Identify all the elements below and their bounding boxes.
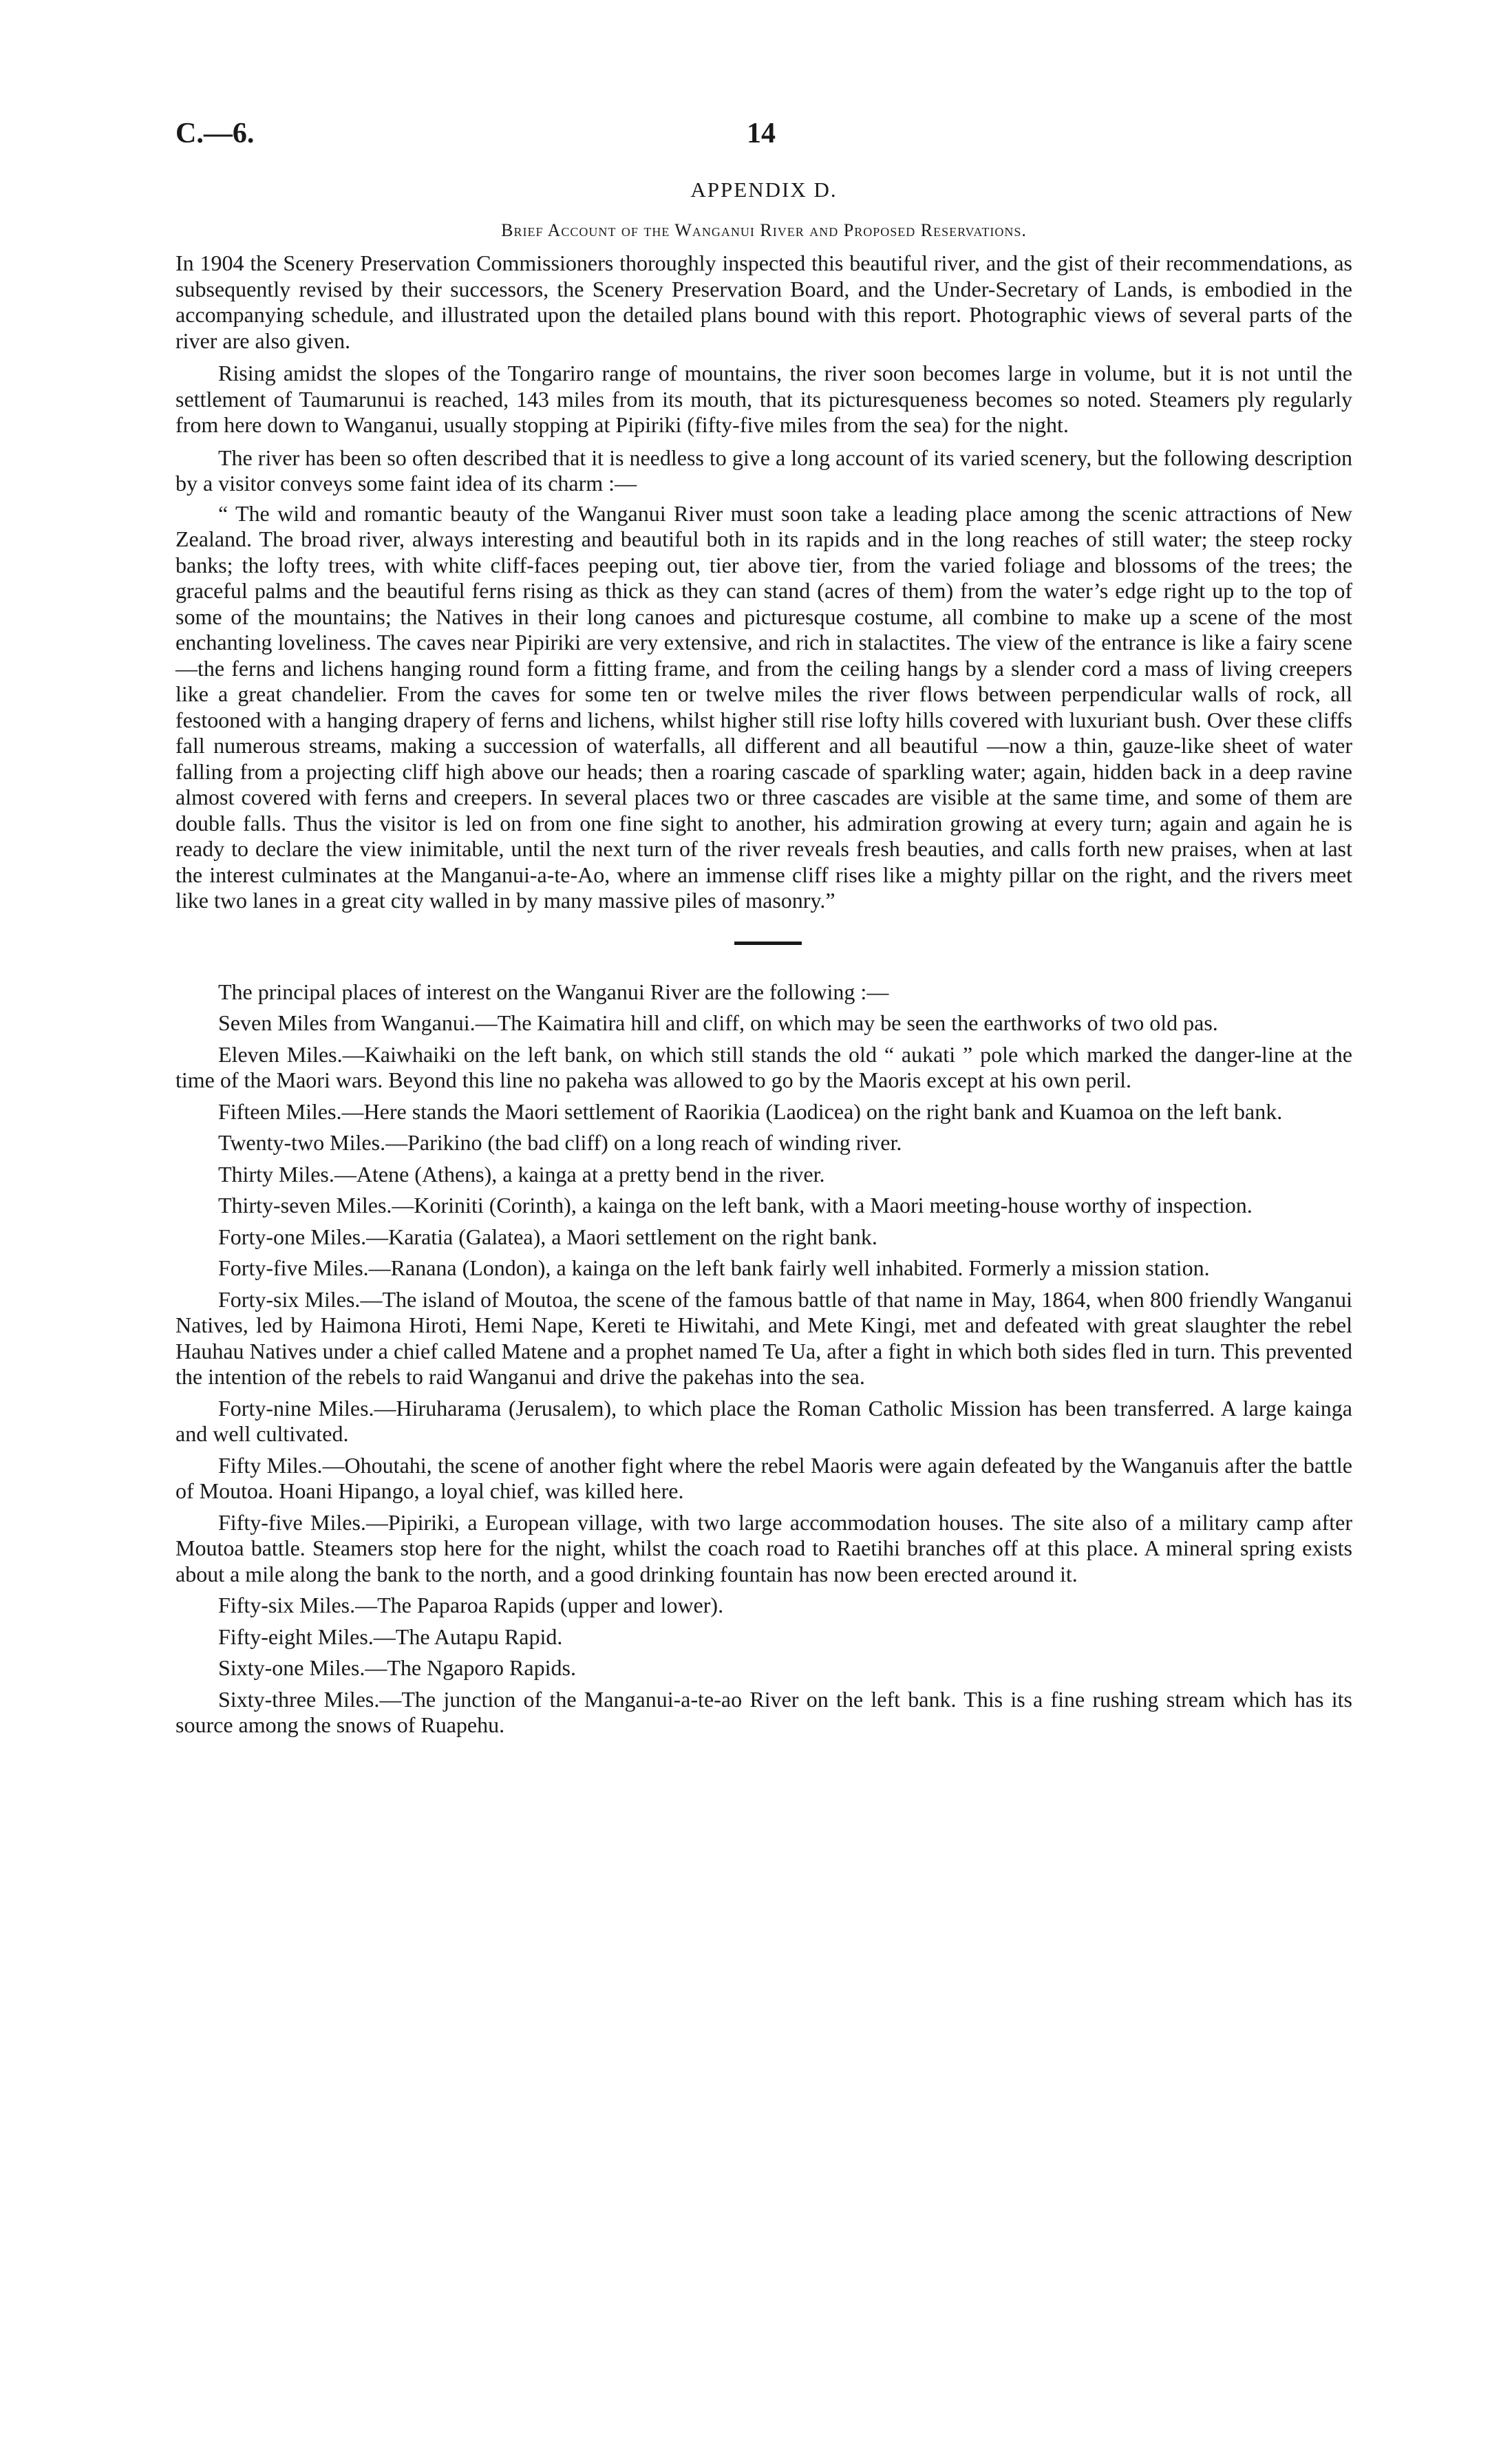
paragraph-intro: In 1904 the Scenery Preservation Commissioners thoroughly inspected this beautiful river, and the gist of their recommendations, as subsequently revised by their successors, the Scenery Preservation Board, and the Under-Secretary of Lands, is embodied in the accompanying schedule, and illustrated upon the detailed plans bound with this report. Photographic views of several parts of the river are also given. [175, 251, 1352, 353]
appendix-title: APPENDIX D. [690, 178, 838, 202]
place-description: —The Autapu Rapid. [373, 1624, 563, 1649]
place-entry [175, 1453, 1352, 1505]
page-header [175, 117, 1352, 158]
place-distance: Fifteen Miles. [218, 1098, 342, 1124]
document-code: C.—6. [175, 118, 255, 149]
page-number: 14 [747, 118, 776, 149]
place-entry [175, 1224, 1352, 1251]
place-description: —Koriniti (Corinth), a kainga on the left bank, with a Maori meeting-house worthy of inspection. [392, 1193, 1253, 1218]
paragraph-described: The river has been so often described that it is needless to give a long account of its varied scenery, but the following description by a visitor conveys some faint idea of its charm :— [175, 445, 1352, 496]
place-description: —Kaiwhaiki on the left bank, on which still stands the old “ aukati ” pole which marked the danger-line at the time of the Maori wars. Beyond this line no pakeha was allowed to go by the Maoris except at his own peril. [175, 1041, 1353, 1092]
place-entry [175, 1162, 1352, 1188]
place-entry [175, 1010, 1352, 1037]
place-entry [175, 1099, 1352, 1125]
place-distance: Twenty-two Miles. [218, 1130, 386, 1155]
place-distance: Fifty Miles. [218, 1452, 323, 1478]
paragraph-rising: Rising amidst the slopes of the Tongariro range of mountains, the river soon becomes large in volume, but it is not until the settlement of Taumarunui is reached, 143 miles from its mouth, that its picturesqueness becomes so noted. Steamers ply regularly from here down to Wanganui, usually stopping at Pipiriki (fifty-five miles from the sea) for the night. [175, 361, 1352, 437]
place-entry [175, 1593, 1352, 1619]
place-distance: Thirty Miles. [218, 1161, 334, 1187]
place-entry [175, 1130, 1352, 1156]
place-distance: Sixty-three Miles. [218, 1686, 380, 1712]
place-entry [175, 1510, 1352, 1588]
place-entry [175, 1624, 1352, 1650]
place-description: —The Ngaporo Rapids. [365, 1655, 576, 1680]
place-distance: Thirty-seven Miles. [218, 1193, 392, 1218]
place-description: —Pipiriki, a European village, with two large accommodation houses. The site also of a military camp after Moutoa battle. Steamers stop here for the night, whilst the coach road to Raetihi branches off at this place. A mineral spring exists about a mile along the bank to the north, and a good drinking fountain has now been erected around it. [175, 1509, 1353, 1586]
place-entry [175, 1396, 1352, 1447]
place-distance: Forty-one Miles. [218, 1224, 367, 1249]
places-list [175, 1010, 1352, 1739]
place-description: —Parikino (the bad cliff) on a long reach of winding river. [385, 1130, 902, 1155]
document-page [175, 117, 1352, 1739]
place-entry [175, 1687, 1352, 1739]
place-description: —Atene (Athens), a kainga at a pretty bend in the river. [334, 1161, 825, 1187]
places-intro: The principal places of interest on the Wanganui River are the following :— [218, 979, 889, 1004]
place-distance: Seven Miles from Wanganui. [218, 1010, 476, 1035]
place-distance: Fifty-six Miles. [218, 1593, 356, 1617]
place-distance: Fifty-five Miles. [218, 1509, 366, 1535]
place-description: —Here stands the Maori settlement of Raorikia (Laodicea) on the right bank and Kuamoa on the left bank. [341, 1098, 1283, 1124]
place-entry [175, 1287, 1352, 1390]
place-entry [175, 1255, 1352, 1282]
place-description: —The Kaimatira hill and cliff, on which may be seen the earthworks of two old pas. [475, 1010, 1218, 1035]
section-subtitle: Brief Account of the Wanganui River and Proposed Reservations. [501, 220, 1027, 240]
place-description: —The Paparoa Rapids (upper and lower). [355, 1593, 724, 1617]
place-distance: Eleven Miles. [218, 1041, 343, 1067]
place-description: —Karatia (Galatea), a Maori settlement on the right bank. [366, 1224, 877, 1249]
place-description: —Ohoutahi, the scene of another fight where the rebel Maoris were again defeated by the Wanganuis after the battle of Moutoa. Hoani Hipango, a loyal chief, was killed here. [175, 1452, 1353, 1503]
place-description: —The island of Moutoa, the scene of the famous battle of that name in May, 1864, when 800 friendly Wanganui Natives, led by Haimona Hiroti, Hemi Nape, Kereti te Hiwitahi, and Mete Kingi, met and defeated with great slaughter the rebel Hauhau Natives under a chief called Matene and a prophet named Te Ua, after a fight in which both sides fled in turn. This prevented the intention of the rebels to raid Wanganui and drive the pakehas into the sea. [175, 1286, 1353, 1389]
section-divider [734, 942, 802, 945]
place-distance: Forty-six Miles. [218, 1286, 361, 1312]
place-distance: Forty-five Miles. [218, 1255, 369, 1280]
paragraph-quotation: “ The wild and romantic beauty of the Wanganui River must soon take a leading place among the scenic attractions of New Zealand. The broad river, always interesting and beautiful both in its rapids and in the long reaches of still water; the steep rocky banks; the lofty trees, with white cliff-faces peeping out, tier above tier, from the varied foliage and blossoms of the trees; the graceful palms and the beautiful ferns rising as thick as they can stand (acres of them) from the water’s edge right up to the top of some of the mountains; the Natives in their long canoes and picturesque costume, all combine to make up a scene of the most enchanting loveliness. The caves near Pipiriki are very extensive, and rich in stalactites. The view of the entrance is like a fairy scene—the ferns and lichens hanging round form a fitting frame, and from the ceiling hangs by a slender cord a mass of living creepers like a great chandelier. From the caves for some ten or twelve miles the river flows between perpendicular walls of rock, all festooned with a hanging drapery of ferns and lichens, whilst higher still rise lofty hills covered with luxuriant bush. Over these cliffs fall numerous streams, making a succession of waterfalls, all different and all beautiful —now a thin, gauze-like sheet of water falling from a projecting cliff high above our heads; then a roaring cascade of sparkling water; again, hidden back in a deep ravine almost covered with ferns and creepers. In several places two or three cascades are visible at the same time, and some of them are double falls. Thus the visitor is led on from one fine sight to another, his admiration growing at every turn; again and again he is ready to declare the view inimitable, until the next turn of the river reveals fresh beauties, and calls forth new praises, when at last the interest culminates at the Manganui-a-te-Ao, where an immense cliff rises like a mighty pillar on the right, and the rivers meet like two lanes in a great city walled in by many massive piles of masonry.” [175, 500, 1352, 913]
place-distance: Sixty-one Miles. [218, 1655, 365, 1680]
place-distance: Fifty-eight Miles. [218, 1624, 374, 1649]
place-distance: Forty-nine Miles. [218, 1395, 374, 1421]
place-description: —Hiruharama (Jerusalem), to which place the Roman Catholic Mission has been transferred. A large kainga and well cultivated. [175, 1395, 1353, 1446]
place-entry [175, 1655, 1352, 1681]
place-description: —Ranana (London), a kainga on the left bank fairly well inhabited. Formerly a mission station. [368, 1255, 1210, 1280]
place-entry [175, 1042, 1352, 1094]
place-description: —The junction of the Manganui-a-te-ao River on the left bank. This is a fine rushing stream which has its source among the snows of Ruapehu. [175, 1686, 1353, 1737]
place-entry [175, 1193, 1352, 1219]
